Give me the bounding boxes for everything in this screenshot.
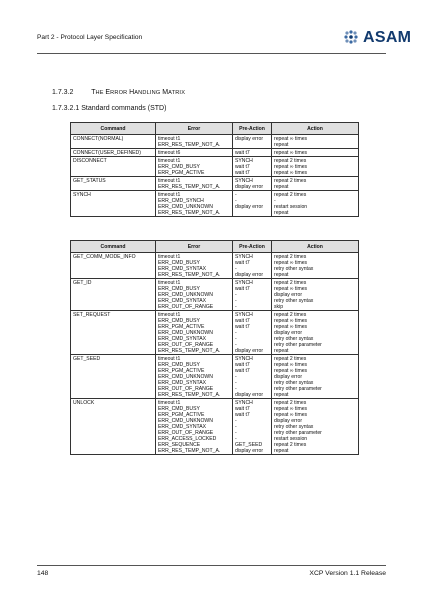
section-title-m: M — [162, 89, 169, 96]
action-cell-line: repeat ∞ times — [274, 411, 308, 418]
pre-action-cell-line: wait t7 — [235, 317, 250, 324]
column-header-command: Command — [71, 123, 156, 135]
pre-action-cell-line: - — [235, 341, 237, 348]
pre-action-cell-line: SYNCH — [235, 311, 253, 318]
section-title-atrix: ATRIX — [168, 90, 186, 96]
pre-action-cell-line: SYNCH — [235, 399, 253, 406]
pre-action-cell-line: display error — [235, 347, 264, 354]
error-cell-line: ERR_RES_TEMP_NOT_A. — [158, 183, 221, 190]
error-cell-line: timeout t1 — [158, 279, 181, 286]
section-heading-error-matrix — [52, 89, 185, 96]
pre-action-cell-line: wait t7 — [235, 411, 250, 418]
action-cell-line: repeat 2 times — [274, 311, 307, 318]
pre-action-cell-line: wait t7 — [235, 367, 250, 374]
pre-action-cell-line: - — [235, 329, 237, 336]
action-cell-line: repeat ∞ times — [274, 163, 308, 170]
action-cell-line: display error — [274, 373, 303, 380]
section-number: 1.7.3.2 — [52, 89, 74, 96]
action-cell-line: restart session — [274, 435, 308, 442]
error-cell-line: timeout t1 — [158, 135, 181, 142]
action-cell-line: repeat ∞ times — [274, 405, 308, 412]
error-cell-line: timeout t6 — [158, 149, 181, 156]
pre-action-cell-line: - — [235, 191, 237, 198]
action-cell — [272, 279, 359, 311]
action-cell-line: repeat 2 times — [274, 279, 307, 286]
pre-action-cell-line: display error — [235, 391, 264, 398]
action-cell-line: repeat ∞ times — [274, 317, 308, 324]
section-title-andling: ANDLING — [134, 90, 163, 96]
pre-action-cell-line: display error — [235, 271, 264, 278]
error-cell-line: ERR_OUT_OF_RANGE — [158, 303, 214, 310]
pre-action-cell — [233, 279, 272, 311]
table-row — [71, 311, 359, 355]
pre-action-cell-line: display error — [235, 447, 264, 454]
error-cell — [156, 311, 233, 355]
error-cell — [156, 399, 233, 455]
error-cell-line: ERR_RES_TEMP_NOT_A. — [158, 447, 221, 454]
pre-action-cell-line: - — [235, 435, 237, 442]
pre-action-cell-line: - — [235, 291, 237, 298]
pre-action-cell-line: - — [235, 373, 237, 380]
pre-action-cell — [233, 177, 272, 191]
pre-action-cell-line: wait t7 — [235, 259, 250, 266]
error-cell-line: ERR_CMD_UNKNOWN — [158, 329, 213, 336]
error-cell-line: ERR_ACCESS_LOCKED — [158, 435, 217, 442]
pre-action-cell — [233, 311, 272, 355]
action-cell-line: repeat — [274, 447, 289, 454]
error-cell-line: ERR_PGM_ACTIVE — [158, 169, 205, 176]
pre-action-cell-line: - — [235, 385, 237, 392]
column-header-action: Action — [272, 123, 359, 135]
asam-logo-text: ASAM — [363, 29, 412, 46]
action-cell — [272, 135, 359, 149]
table-2-body — [71, 253, 359, 455]
table-row — [71, 355, 359, 399]
pre-action-cell-line: wait t7 — [235, 323, 250, 330]
error-cell-line: ERR_OUT_OF_RANGE — [158, 429, 214, 436]
error-cell-line: ERR_CMD_SYNTAX — [158, 335, 207, 342]
error-cell-line: ERR_CMD_UNKNOWN — [158, 417, 213, 424]
error-cell-line: ERR_CMD_SYNTAX — [158, 379, 207, 386]
error-cell-line: ERR_CMD_UNKNOWN — [158, 373, 213, 380]
table-header-row — [71, 123, 359, 135]
action-cell-line: repeat ∞ times — [274, 135, 308, 142]
subsection-number: 1.7.3.2.1 — [52, 105, 80, 112]
error-cell — [156, 177, 233, 191]
action-cell-line: retry other parameter — [274, 385, 322, 392]
error-cell-line: timeout t1 — [158, 157, 181, 164]
error-cell-line: ERR_SEQUENCE — [158, 441, 201, 448]
action-cell — [272, 191, 359, 217]
error-cell-line: ERR_RES_TEMP_NOT_A. — [158, 391, 221, 398]
section-title-h: H — [129, 89, 135, 96]
error-matrix-table-1 — [70, 122, 359, 217]
pre-action-cell-line: - — [235, 265, 237, 272]
pre-action-cell — [233, 157, 272, 177]
action-cell-line: retry other syntax — [274, 379, 314, 386]
error-cell-line: ERR_CMD_SYNCH — [158, 197, 204, 204]
command-cell: GET_STATUS — [71, 177, 156, 191]
error-cell-line: timeout t1 — [158, 253, 181, 260]
command-cell: GET_SEED — [71, 355, 156, 399]
pre-action-cell-line: SYNCH — [235, 177, 253, 184]
action-cell-line: repeat 2 times — [274, 191, 307, 198]
action-cell-line: repeat ∞ times — [274, 259, 308, 266]
action-cell — [272, 149, 359, 157]
action-cell — [272, 355, 359, 399]
action-cell-line: retry other syntax — [274, 423, 314, 430]
pre-action-cell-line: display error — [235, 203, 264, 210]
pre-action-cell-line: - — [235, 429, 237, 436]
error-cell-line: timeout t1 — [158, 177, 181, 184]
error-cell-line: ERR_RES_TEMP_NOT_A. — [158, 209, 221, 216]
error-cell-line: timeout t1 — [158, 355, 181, 362]
command-cell: GET_COMM_MODE_INFO — [71, 253, 156, 279]
action-cell-line: repeat 2 times — [274, 399, 307, 406]
error-cell-line: ERR_RES_TEMP_NOT_A. — [158, 141, 221, 148]
error-cell — [156, 191, 233, 217]
error-cell — [156, 157, 233, 177]
action-cell — [272, 253, 359, 279]
pre-action-cell-line: wait t7 — [235, 169, 250, 176]
pre-action-cell-line: - — [235, 297, 237, 304]
action-cell-line: repeat ∞ times — [274, 361, 308, 368]
action-cell-line: repeat — [274, 183, 289, 190]
pre-action-cell-line: SYNCH — [235, 157, 253, 164]
action-cell — [272, 399, 359, 455]
pre-action-cell — [233, 135, 272, 149]
error-cell-line: ERR_PGM_ACTIVE — [158, 367, 205, 374]
action-cell-line: display error — [274, 329, 303, 336]
error-cell-line: ERR_OUT_OF_RANGE — [158, 385, 214, 392]
command-cell: CONNECT(NORMAL) — [71, 135, 156, 149]
error-cell-line: ERR_RES_TEMP_NOT_A. — [158, 347, 221, 354]
error-cell-line: ERR_RES_TEMP_NOT_A. — [158, 271, 221, 278]
error-cell-line: ERR_CMD_SYNTAX — [158, 297, 207, 304]
table-row — [71, 157, 359, 177]
error-cell — [156, 279, 233, 311]
table-row — [71, 399, 359, 455]
action-cell-line: - — [274, 197, 276, 204]
action-cell-line: restart session — [274, 203, 308, 210]
column-header-error: Error — [156, 241, 233, 253]
action-cell-line: repeat 2 times — [274, 177, 307, 184]
command-cell: SET_REQUEST — [71, 311, 156, 355]
table-row — [71, 191, 359, 217]
pre-action-cell — [233, 355, 272, 399]
error-cell-line: timeout t1 — [158, 399, 181, 406]
subsection-title: Standard commands (STD) — [81, 105, 167, 112]
pre-action-cell-line: SYNCH — [235, 355, 253, 362]
pre-action-cell — [233, 253, 272, 279]
command-cell: DISCONNECT — [71, 157, 156, 177]
header-divider — [37, 53, 386, 54]
pre-action-cell-line: wait t7 — [235, 149, 250, 156]
command-cell: CONNECT(USER_DEFINED) — [71, 149, 156, 157]
pre-action-cell-line: - — [235, 303, 237, 310]
action-cell-line: repeat 2 times — [274, 355, 307, 362]
table-header-row — [71, 241, 359, 253]
pre-action-cell-line: SYNCH — [235, 279, 253, 286]
error-cell — [156, 355, 233, 399]
table-row — [71, 279, 359, 311]
pre-action-cell-line: wait t7 — [235, 285, 250, 292]
page-number: 148 — [37, 570, 49, 577]
action-cell-line: repeat 2 times — [274, 441, 307, 448]
error-cell-line: ERR_CMD_SYNTAX — [158, 265, 207, 272]
column-header-error: Error — [156, 123, 233, 135]
error-cell — [156, 253, 233, 279]
error-cell-line: ERR_CMD_BUSY — [158, 361, 200, 368]
action-cell-line: repeat — [274, 347, 289, 354]
action-cell-line: retry other parameter — [274, 341, 322, 348]
table-row — [71, 253, 359, 279]
action-cell-line: repeat ∞ times — [274, 323, 308, 330]
pre-action-cell-line: - — [235, 197, 237, 204]
asam-logo — [342, 27, 411, 49]
action-cell-line: display error — [274, 417, 303, 424]
table-row — [71, 177, 359, 191]
error-cell-line: ERR_PGM_ACTIVE — [158, 323, 205, 330]
section-title-he: HE — [95, 90, 106, 96]
pre-action-cell-line: wait t7 — [235, 405, 250, 412]
section-title-e: E — [105, 89, 111, 96]
error-cell — [156, 135, 233, 149]
pre-action-cell-line: GET_SEED — [235, 441, 263, 448]
section-title-rror: RROR — [110, 90, 130, 96]
pre-action-cell-line: wait t7 — [235, 361, 250, 368]
column-header-action: Action — [272, 241, 359, 253]
action-cell-line: repeat ∞ times — [274, 169, 308, 176]
action-cell-line: repeat — [274, 209, 289, 216]
action-cell — [272, 311, 359, 355]
pre-action-cell-line: display error — [235, 135, 264, 142]
pre-action-cell — [233, 149, 272, 157]
action-cell-line: repeat ∞ times — [274, 367, 308, 374]
subsection-heading-std — [52, 105, 166, 112]
action-cell-line: repeat 2 times — [274, 157, 307, 164]
pre-action-cell-line: SYNCH — [235, 253, 253, 260]
command-cell: SYNCH — [71, 191, 156, 217]
table-row — [71, 135, 359, 149]
action-cell — [272, 177, 359, 191]
column-header-pre-action: Pre-Action — [233, 123, 272, 135]
error-cell-line: ERR_CMD_BUSY — [158, 163, 200, 170]
action-cell-line: retry other syntax — [274, 335, 314, 342]
action-cell-line: skip — [274, 303, 284, 310]
table-1-body — [71, 135, 359, 217]
error-cell-line: ERR_CMD_BUSY — [158, 405, 200, 412]
asam-logo-icon — [342, 29, 360, 47]
error-cell-line: timeout t1 — [158, 311, 181, 318]
action-cell-line: retry other syntax — [274, 297, 314, 304]
error-cell-line: ERR_CMD_BUSY — [158, 259, 200, 266]
pre-action-cell — [233, 191, 272, 217]
action-cell-line: retry other syntax — [274, 265, 314, 272]
action-cell-line: repeat ∞ times — [274, 285, 308, 292]
pre-action-cell-line: - — [235, 379, 237, 386]
action-cell-line: retry other parameter — [274, 429, 322, 436]
section-title-t: T — [91, 89, 96, 96]
pre-action-cell-line: - — [235, 417, 237, 424]
action-cell-line: repeat 2 times — [274, 253, 307, 260]
action-cell-line: repeat — [274, 271, 289, 278]
error-cell-line: ERR_CMD_BUSY — [158, 285, 200, 292]
pre-action-cell — [233, 399, 272, 455]
pre-action-cell-line: display error — [235, 183, 264, 190]
error-matrix-table-2 — [70, 240, 359, 455]
action-cell — [272, 157, 359, 177]
column-header-pre-action: Pre-Action — [233, 241, 272, 253]
table-row — [71, 149, 359, 157]
pre-action-cell-line: - — [235, 423, 237, 430]
pre-action-cell-line: - — [235, 335, 237, 342]
error-cell-line: ERR_CMD_SYNTAX — [158, 423, 207, 430]
error-cell — [156, 149, 233, 157]
error-cell-line: timeout t1 — [158, 191, 181, 198]
action-cell-line: repeat ∞ times — [274, 149, 308, 156]
action-cell-line: repeat — [274, 141, 289, 148]
error-cell-line: ERR_CMD_UNKNOWN — [158, 291, 213, 298]
command-cell: GET_ID — [71, 279, 156, 311]
document-version: XCP Version 1.1 Release — [309, 570, 386, 577]
error-cell-line: ERR_CMD_UNKNOWN — [158, 203, 213, 210]
error-cell-line: ERR_CMD_BUSY — [158, 317, 200, 324]
action-cell-line: display error — [274, 291, 303, 298]
column-header-command: Command — [71, 241, 156, 253]
action-cell-line: repeat — [274, 391, 289, 398]
footer-divider — [37, 565, 386, 566]
error-cell-line: ERR_OUT_OF_RANGE — [158, 341, 214, 348]
command-cell: UNLOCK — [71, 399, 156, 455]
pre-action-cell-line: wait t7 — [235, 163, 250, 170]
error-cell-line: ERR_PGM_ACTIVE — [158, 411, 205, 418]
page-header-title: Part 2 - Protocol Layer Specification — [37, 34, 143, 41]
